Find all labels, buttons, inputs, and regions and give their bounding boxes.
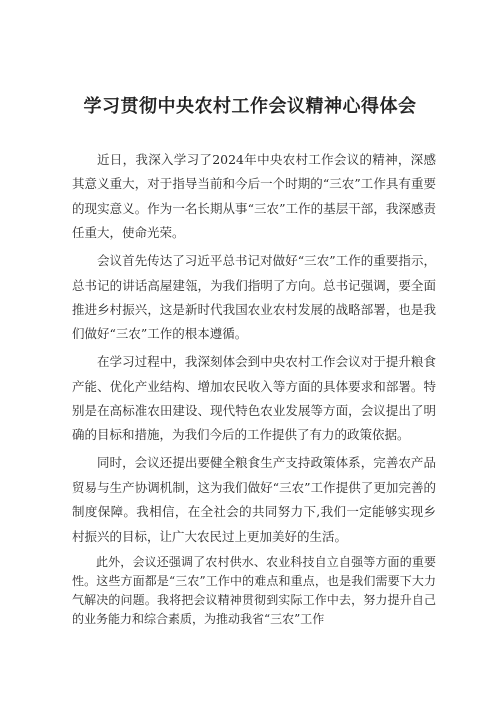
paragraph-3: 在学习过程中，我深刻体会到中央农村工作会议对于提升粮食产能、优化产业结构、增加农民收入等方面的具体要求和部署。特别是在高标准农田建设、现代特色农业发展等方面，会议提出了明确的目标和措施，为我们今后的工作提供了有力的政策依据。 bbox=[72, 354, 436, 443]
document-body bbox=[72, 148, 436, 632]
paragraph-5: 此外，会议还强调了农村供水、农业科技自立自强等方面的重要性。这些方面都是“三农”工作中的难点和重点，也是我们需要下大力气解决的问题。我将把会议精神贯彻到实际工作中去，努力提升自己的业务能力和综合素质，为推动我省“三农”工作 bbox=[72, 554, 436, 626]
document-title: 学习贯彻中央农村工作会议精神心得体会 bbox=[83, 96, 417, 117]
paragraph-4: 同时，会议还提出要健全粮食生产支持政策体系，完善农产品贸易与生产协调机制，这为我们做好“三农”工作提供了更加完善的制度保障。我相信，在全社会的共同努力下,我们一定能够实现乡村振兴的目标，让广大农民过上更加美好的生活。 bbox=[72, 455, 436, 544]
paragraph-2: 会议首先传达了习近平总书记对做好“三农”工作的重要指示，总书记的讲话高屋建瓴，为我们指明了方向。总书记强调，要全面推进乡村振兴，这是新时代我国农业农村发展的战略部署，也是我们做好“三农”工作的根本遵循。 bbox=[72, 253, 436, 342]
paragraph-1: 近日，我深入学习了2024年中央农村工作会议的精神，深感其意义重大，对于指导当前和今后一个时期的“三农”工作具有重要的现实意义。作为一名长期从事“三农”工作的基层干部，我深感责任重大，使命光荣。 bbox=[72, 152, 436, 241]
